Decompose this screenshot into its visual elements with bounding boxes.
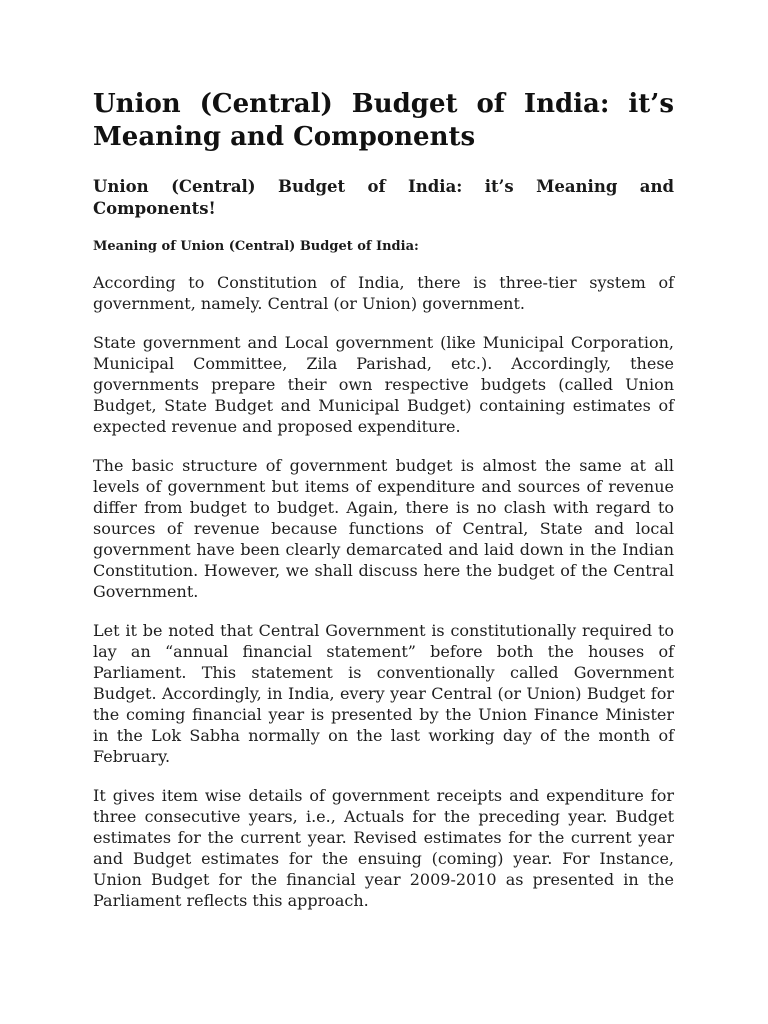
paragraph: The basic structure of government budget is almost the same at all levels of government but items of expenditure and sources of revenue differ from budget to budget. Again, there is no clash with regard to sources of revenue because functions of Central, State and local government have been clearly demarcated and laid down in the Indian Constitution. However, we shall discuss here the budget of the Central Government.: [93, 456, 674, 601]
section-heading: Meaning of Union (Central) Budget of India:: [93, 239, 419, 254]
paragraph: Let it be noted that Central Government is constitutionally required to lay an “annual financial statement” before both the houses of Parliament. This statement is conventionally called Government Budget. Accordingly, in India, every year Central (or Union) Budget for the coming financial year is presented by the Union Finance Minister in the Lok Sabha normally on the last working day of the month of February.: [93, 621, 674, 766]
paragraph: It gives item wise details of government receipts and expenditure for three consecutive years, i.e., Actuals for the preceding year. Budget estimates for the current year. Revised estimates for the current year and Budget estimates for the ensuing (coming) year. For Instance, Union Budget for the financial year 2009-2010 as presented in the Parliament reflects this approach.: [93, 786, 674, 910]
paragraph: State government and Local government (like Municipal Corporation, Municipal Committee, Zila Parishad, etc.). Accordingly, these governments prepare their own respective budgets (called Union Budget, State Budget and Municipal Budget) containing estimates of expected revenue and proposed expenditure.: [93, 333, 674, 436]
document-title: Union (Central) Budget of India: it’s Meaning and Components: [93, 89, 674, 152]
document-subtitle: Union (Central) Budget of India: it’s Meaning and Components!: [93, 177, 674, 218]
paragraph: According to Constitution of India, there is three-tier system of government, namely. Central (or Union) government.: [93, 273, 674, 313]
